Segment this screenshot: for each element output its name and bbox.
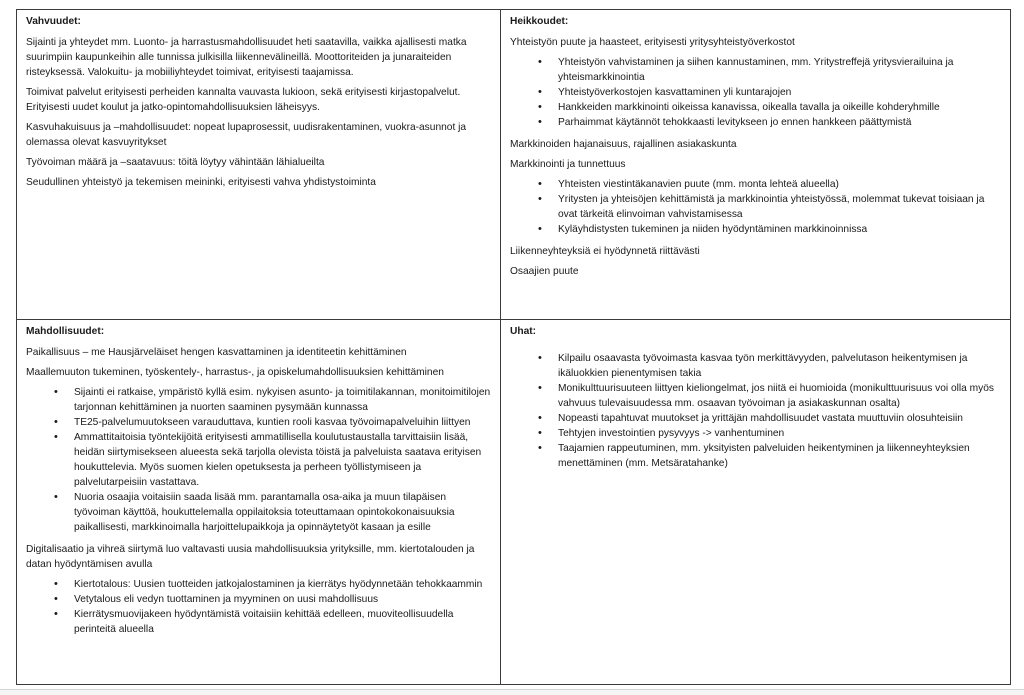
opportunities-paragraph: Paikallisuus – me Hausjärveläiset hengen kasvattaminen ja identiteetin kehittäminen — [26, 347, 407, 358]
list-item: • Monikulttuurisuuteen liittyen kieliongelmat, jos niitä ei huomioida (monikulttuurisuus voi olla myös vahvuus tulevaisuudessa mm. osaavan työvoiman ja asiakaskunnan osalta) — [558, 381, 1001, 411]
strengths-cell — [17, 10, 501, 320]
threats-title: Uhat: — [510, 326, 537, 337]
opportunities-list-green-transition — [26, 577, 491, 637]
list-item: • Kyläyhdistysten tukeminen ja niiden hyödyntäminen markkinoinnissa — [558, 222, 1001, 237]
list-item: • Vetytalous eli vedyn tuottaminen ja myyminen on uusi mahdollisuus — [74, 592, 491, 607]
weaknesses-intro: Yhteistyön puute ja haasteet, erityisesti yritysyhteistyöverkostot — [510, 37, 795, 48]
strengths-title: Vahvuudet: — [26, 16, 81, 27]
opportunities-paragraph: Maallemuuton tukeminen, työskentely-, harrastus-, ja opiskelumahdollisuuksien kehittäminen — [26, 367, 444, 378]
list-item: • Kilpailu osaavasta työvoimasta kasvaa työn merkittävyyden, palvelutason heikentymisen ja ikäluokkien pienentymisen takia — [558, 351, 1001, 381]
strengths-paragraph: Sijainti ja yhteydet mm. Luonto- ja harrastusmahdollisuudet heti saatavilla, vaikka ajallisesti matka suurimpiin kaupunkeihin alle tunnissa julkisilla liikennevälineillä. Moottoriteiden ja junaraiteiden risteyksessä. Valokuitu- ja mobiiliyhteydet toimivat, erityisesti taajamissa. — [26, 37, 467, 78]
list-item: • Tehtyjen investointien pysyvyys -> vanhentuminen — [558, 426, 1001, 441]
list-item: • Taajamien rappeutuminen, mm. yksityisten palveluiden heikentyminen ja liikenneyhteyksien menettäminen (mm. Metsäratahanke) — [558, 441, 1001, 471]
list-item: • Yhteistyöverkostojen kasvattaminen yli kuntarajojen — [558, 85, 1001, 100]
strengths-paragraph: Työvoiman määrä ja –saatavuus: töitä löytyy vähintään lähialueilta — [26, 157, 325, 168]
opportunities-title: Mahdollisuudet: — [26, 326, 105, 337]
weaknesses-paragraph: Liikenneyhteyksiä ei hyödynnetä riittävästi — [510, 246, 700, 257]
strengths-paragraph: Toimivat palvelut erityisesti perheiden kannalta vauvasta lukioon, sekä erityisesti kirjastopalvelut. Erityisesti uudet koulut ja jatko-opintomahdollisuuksien läheisyys. — [26, 87, 461, 113]
weaknesses-paragraph: Markkinoiden hajanaisuus, rajallinen asiakaskunta — [510, 139, 737, 150]
list-item: • Hankkeiden markkinointi oikeissa kanavissa, oikealla tavalla ja oikeille kohderyhmille — [558, 100, 1001, 115]
list-item: • Nopeasti tapahtuvat muutokset ja yrittäjän mahdollisuudet vastata muuttuviin olosuhteisiin — [558, 411, 1001, 426]
list-item: • Nuoria osaajia voitaisiin saada lisää mm. parantamalla osa-aika ja muun tilapäisen työvoiman käyttöä, houkuttelemalla oppilaitoksia toteuttamaan opintokokonaisuuksia paikallisesti, markkinoimalla harjoittelupaikkoja ja opinnäytetyöt kasaan ja esille — [74, 490, 491, 535]
strengths-paragraph: Kasvuhakuisuus ja –mahdollisuudet: nopeat lupaprosessit, uudisrakentaminen, vuokra-asunnot ja olemassa olevat kasvuyritykset — [26, 122, 467, 148]
threats-list — [510, 351, 1001, 471]
weaknesses-title: Heikkoudet: — [510, 16, 569, 27]
page-bottom-edge — [0, 689, 1024, 695]
list-item: • Yhteisten viestintäkanavien puute (mm. monta lehteä alueella) — [558, 177, 1001, 192]
weaknesses-cell — [501, 10, 1010, 320]
threats-cell — [501, 320, 1010, 684]
list-item: • Kierrätysmuovijakeen hyödyntämistä voitaisiin kehittää edelleen, muoviteollisuudella perinteitä alueella — [74, 607, 491, 637]
weaknesses-list-marketing — [510, 177, 1001, 237]
list-item: • Ammattitaitoisia työntekijöitä erityisesti ammatillisella koulutustaustalla tarvittaisiin lisää, heidän siirtymisekseen alueesta sekä tarjolla olevista töistä ja palveluista saatava erityisen houkuttelevia. Myös suomen kielen opetuksesta ja perheen työllistymiseen ja palvelutarpeisiin vastattava. — [74, 430, 491, 490]
list-item: • TE25-palvelumuutokseen varauduttava, kuntien rooli kasvaa työvoimapalveluihin liittyen — [74, 415, 491, 430]
weaknesses-list-cooperation — [510, 55, 1001, 130]
opportunities-list-relocation — [26, 385, 491, 535]
opportunities-paragraph: Digitalisaatio ja vihreä siirtymä luo valtavasti uusia mahdollisuuksia yrityksille, mm. kiertotalouden ja datan hyödyntämisen avulla — [26, 544, 475, 570]
list-item: • Sijainti ei ratkaise, ympäristö kyllä esim. nykyisen asunto- ja toimitilakannan, monitoimitilojen tarjonnan kehittäminen ja nuorten saaminen pysymään kunnassa — [74, 385, 491, 415]
list-item: • Yritysten ja yhteisöjen kehittämistä ja markkinointia yhteistyössä, molemmat tukevat toisiaan ja ovat tärkeitä elinvoiman vahvistamisessa — [558, 192, 1001, 222]
list-item: • Parhaimmat käytännöt tehokkaasti levitykseen jo ennen hankkeen päättymistä — [558, 115, 1001, 130]
weaknesses-paragraph: Osaajien puute — [510, 266, 579, 277]
list-item: • Kiertotalous: Uusien tuotteiden jatkojalostaminen ja kierrätys hyödynnetään tehokkaammin — [74, 577, 491, 592]
list-item: • Yhteistyön vahvistaminen ja siihen kannustaminen, mm. Yritystreffejä yritysvierailuina ja yhteismarkkinointia — [558, 55, 1001, 85]
strengths-paragraph: Seudullinen yhteistyö ja tekemisen meininki, erityisesti vahva yhdistystoiminta — [26, 177, 376, 188]
opportunities-cell — [17, 320, 501, 684]
swot-table — [16, 9, 1011, 685]
weaknesses-paragraph: Markkinointi ja tunnettuus — [510, 159, 626, 170]
